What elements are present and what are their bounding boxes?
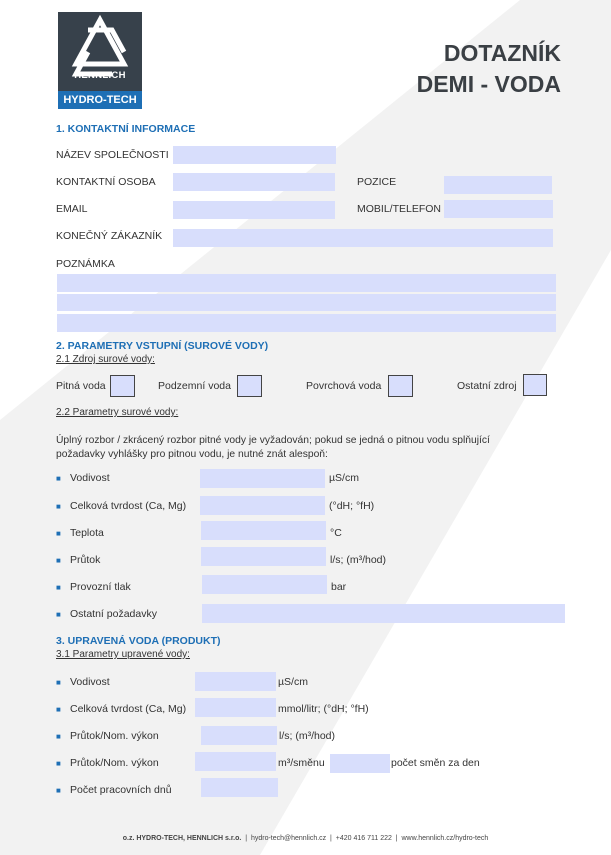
product-param-label: Počet pracovních dnů	[70, 784, 172, 796]
source-checkbox-ground[interactable]	[237, 375, 262, 397]
product-param-unit: mmol/litr; (°dH; °fH)	[278, 703, 369, 715]
position-input[interactable]	[444, 176, 552, 194]
bullet-icon: ■	[56, 705, 61, 714]
section3-sub1: 3.1 Parametry upravené vody:	[56, 649, 190, 660]
footer-phone: +420 416 711 222	[335, 835, 392, 842]
source-checkbox-other[interactable]	[523, 374, 547, 396]
raw-param-unit: °C	[330, 527, 342, 539]
raw-param-unit: µS/cm	[329, 472, 359, 484]
source-label-ground: Podzemní voda	[158, 380, 231, 392]
section2-paragraph-line1: Úplný rozbor / zkrácený rozbor pitné vody je vyžadován; pokud se jedná o pitnou vodu splňující	[56, 435, 490, 446]
footer-separator: |	[245, 835, 248, 842]
source-checkbox-surface[interactable]	[388, 375, 413, 397]
raw-param-label: Provozní tlak	[70, 581, 131, 593]
raw-hardness-input[interactable]	[200, 496, 325, 515]
bullet-icon: ■	[56, 583, 61, 592]
contact-person-input[interactable]	[173, 173, 335, 191]
product-param-label: Průtok/Nom. výkon	[70, 730, 159, 742]
raw-pressure-input[interactable]	[202, 575, 327, 594]
bullet-icon: ■	[56, 732, 61, 741]
footer-separator: |	[395, 835, 398, 842]
raw-param-label: Celková tvrdost (Ca, Mg)	[70, 500, 187, 512]
section3-heading: 3. UPRAVENÁ VODA (PRODUKT)	[56, 635, 221, 647]
product-param-label: Vodivost	[70, 676, 110, 688]
product-param-unit: l/s; (m³/hod)	[279, 730, 336, 742]
footer-company: o.z. HYDRO-TECH, HENNLICH s.r.o.	[122, 835, 242, 842]
raw-param-label: Průtok	[70, 554, 101, 566]
note-input-line3[interactable]	[57, 314, 556, 332]
raw-conductivity-input[interactable]	[200, 469, 325, 488]
bullet-icon: ■	[56, 556, 61, 565]
note-input-line1[interactable]	[57, 274, 556, 292]
bullet-icon: ■	[56, 678, 61, 687]
product-flow-input[interactable]	[201, 726, 277, 745]
product-flow-shift-input[interactable]	[195, 752, 276, 771]
product-param-unit: µS/cm	[278, 676, 308, 688]
section2-sub1: 2.1 Zdroj surové vody:	[56, 354, 155, 365]
source-checkbox-drinking[interactable]	[110, 375, 135, 397]
note-label: POZNÁMKA	[56, 258, 115, 270]
position-label: POZICE	[357, 176, 397, 188]
phone-label: MOBIL/TELEFON	[357, 203, 442, 215]
phone-input[interactable]	[444, 200, 553, 218]
section1-heading: 1. KONTAKTNÍ INFORMACE	[56, 123, 196, 135]
shifts-per-day-input[interactable]	[330, 754, 390, 773]
end-customer-label: KONEČNÝ ZÁKAZNÍK	[56, 230, 163, 242]
end-customer-input[interactable]	[173, 229, 553, 247]
logo-brand: HENNLICH	[74, 70, 126, 81]
logo-division: HYDRO-TECH	[58, 91, 142, 109]
note-input-line2[interactable]	[57, 294, 556, 311]
section2-heading: 2. PARAMETRY VSTUPNÍ (SUROVÉ VODY)	[56, 340, 269, 352]
product-param-label: Průtok/Nom. výkon	[70, 757, 159, 769]
product-hardness-input[interactable]	[195, 698, 276, 717]
raw-temperature-input[interactable]	[201, 521, 326, 540]
raw-param-label: Vodivost	[70, 472, 110, 484]
bullet-icon: ■	[56, 529, 61, 538]
raw-flow-input[interactable]	[201, 547, 326, 566]
section2-paragraph-line2: požadavky vyhlášky pro pitnou vodu, je nutné znát alespoň:	[56, 449, 328, 460]
source-label-drinking: Pitná voda	[56, 380, 106, 392]
raw-param-unit: l/s; (m³/hod)	[330, 554, 387, 566]
raw-param-label: Teplota	[70, 527, 104, 539]
footer-web[interactable]: www.hennlich.cz/hydro-tech	[401, 835, 489, 842]
working-days-input[interactable]	[201, 778, 278, 797]
page-title-line2: DEMI - VODA	[416, 71, 561, 97]
source-label-other: Ostatní zdroj	[457, 380, 517, 392]
bullet-icon: ■	[56, 502, 61, 511]
footer	[0, 835, 611, 842]
bullet-icon: ■	[56, 610, 61, 619]
section2-sub2: 2.2 Parametry surové vody:	[56, 407, 179, 418]
email-input[interactable]	[173, 201, 335, 219]
product-conductivity-input[interactable]	[195, 672, 276, 691]
product-param-unit: m³/směnu	[278, 757, 325, 769]
footer-separator: |	[330, 835, 332, 842]
product-param-label: Celková tvrdost (Ca, Mg)	[70, 703, 187, 715]
product-param-unit2: počet směn za den	[391, 757, 480, 769]
footer-email[interactable]: hydro-tech@hennlich.cz	[250, 835, 327, 842]
email-label: EMAIL	[56, 203, 88, 215]
page-title-line1: DOTAZNÍK	[443, 40, 561, 66]
company-input[interactable]	[173, 146, 336, 164]
raw-param-unit: (°dH; °fH)	[329, 500, 375, 512]
source-label-surface: Povrchová voda	[306, 380, 382, 392]
bullet-icon: ■	[56, 474, 61, 483]
raw-param-label: Ostatní požadavky	[70, 608, 157, 620]
bullet-icon: ■	[56, 759, 61, 768]
contact-person-label: KONTAKTNÍ OSOBA	[56, 176, 156, 188]
company-label: NÁZEV SPOLEČNOSTI	[56, 149, 169, 161]
raw-param-unit: bar	[331, 581, 347, 593]
bullet-icon: ■	[56, 786, 61, 795]
raw-other-input[interactable]	[202, 604, 565, 623]
